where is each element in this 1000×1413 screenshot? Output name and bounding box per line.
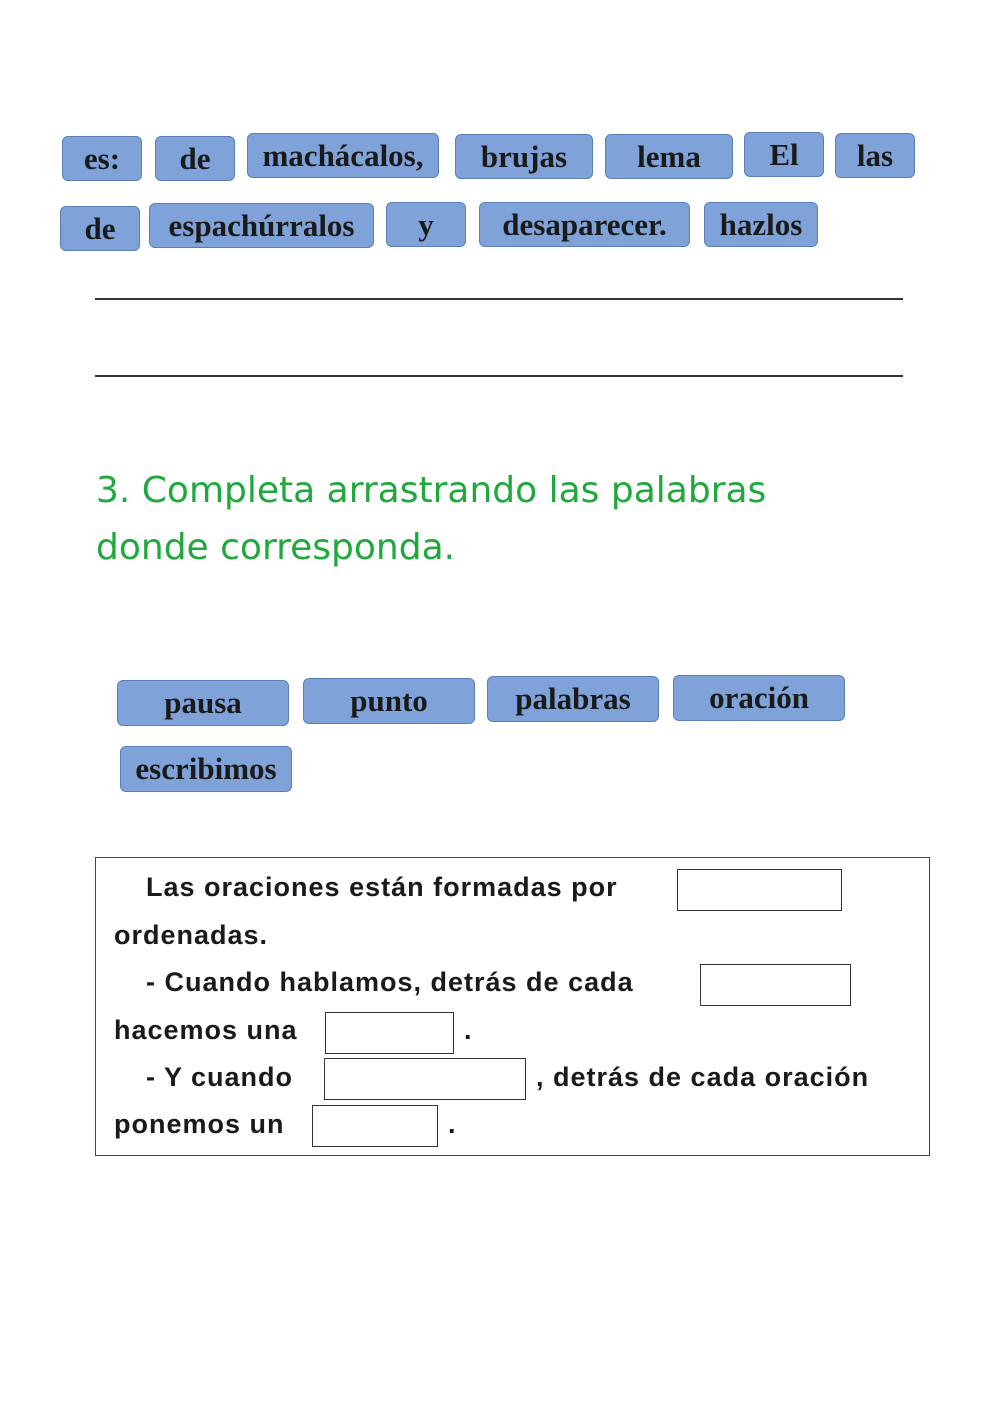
drop-target[interactable] (324, 1058, 526, 1100)
word-chip[interactable]: oración (673, 675, 845, 721)
exercise-text: ponemos un (114, 1109, 285, 1139)
word-chip[interactable]: las (835, 133, 915, 178)
exercise-text: hacemos una (114, 1015, 298, 1045)
exercise-heading (96, 462, 916, 576)
drop-target[interactable] (677, 869, 842, 911)
word-chip[interactable]: de (60, 206, 140, 251)
exercise-box (95, 857, 930, 1156)
word-chip[interactable]: pausa (117, 680, 289, 726)
answer-line (95, 298, 903, 300)
exercise-text: ordenadas. (114, 920, 269, 950)
word-chip[interactable]: El (744, 132, 824, 177)
word-chip[interactable]: y (386, 202, 466, 247)
word-chip[interactable]: punto (303, 678, 475, 724)
exercise-text: . (464, 1015, 473, 1045)
word-chip[interactable]: hazlos (704, 202, 818, 247)
drop-target[interactable] (325, 1012, 454, 1054)
word-chip[interactable]: escribimos (120, 746, 292, 792)
word-chip[interactable]: de (155, 136, 235, 181)
word-chip[interactable]: espachúrralos (149, 203, 374, 248)
word-chip[interactable]: palabras (487, 676, 659, 722)
exercise-text: . (448, 1109, 457, 1139)
exercise-text: Las oraciones están formadas por (146, 872, 618, 902)
answer-line (95, 375, 903, 377)
exercise-text: - Y cuando (146, 1062, 294, 1092)
exercise-text: , detrás de cada oración (536, 1062, 870, 1092)
heading-line: donde corresponda. (96, 527, 456, 568)
drop-target[interactable] (700, 964, 851, 1006)
drop-target[interactable] (312, 1105, 438, 1147)
word-chip[interactable]: lema (605, 134, 733, 179)
heading-line: 3. Completa arrastrando las palabras (96, 470, 767, 511)
word-chip[interactable]: brujas (455, 134, 593, 179)
word-chip[interactable]: desaparecer. (479, 202, 690, 247)
exercise-text: - Cuando hablamos, detrás de cada (146, 967, 634, 997)
word-chip[interactable]: machácalos, (247, 133, 439, 178)
word-chip[interactable]: es: (62, 136, 142, 181)
